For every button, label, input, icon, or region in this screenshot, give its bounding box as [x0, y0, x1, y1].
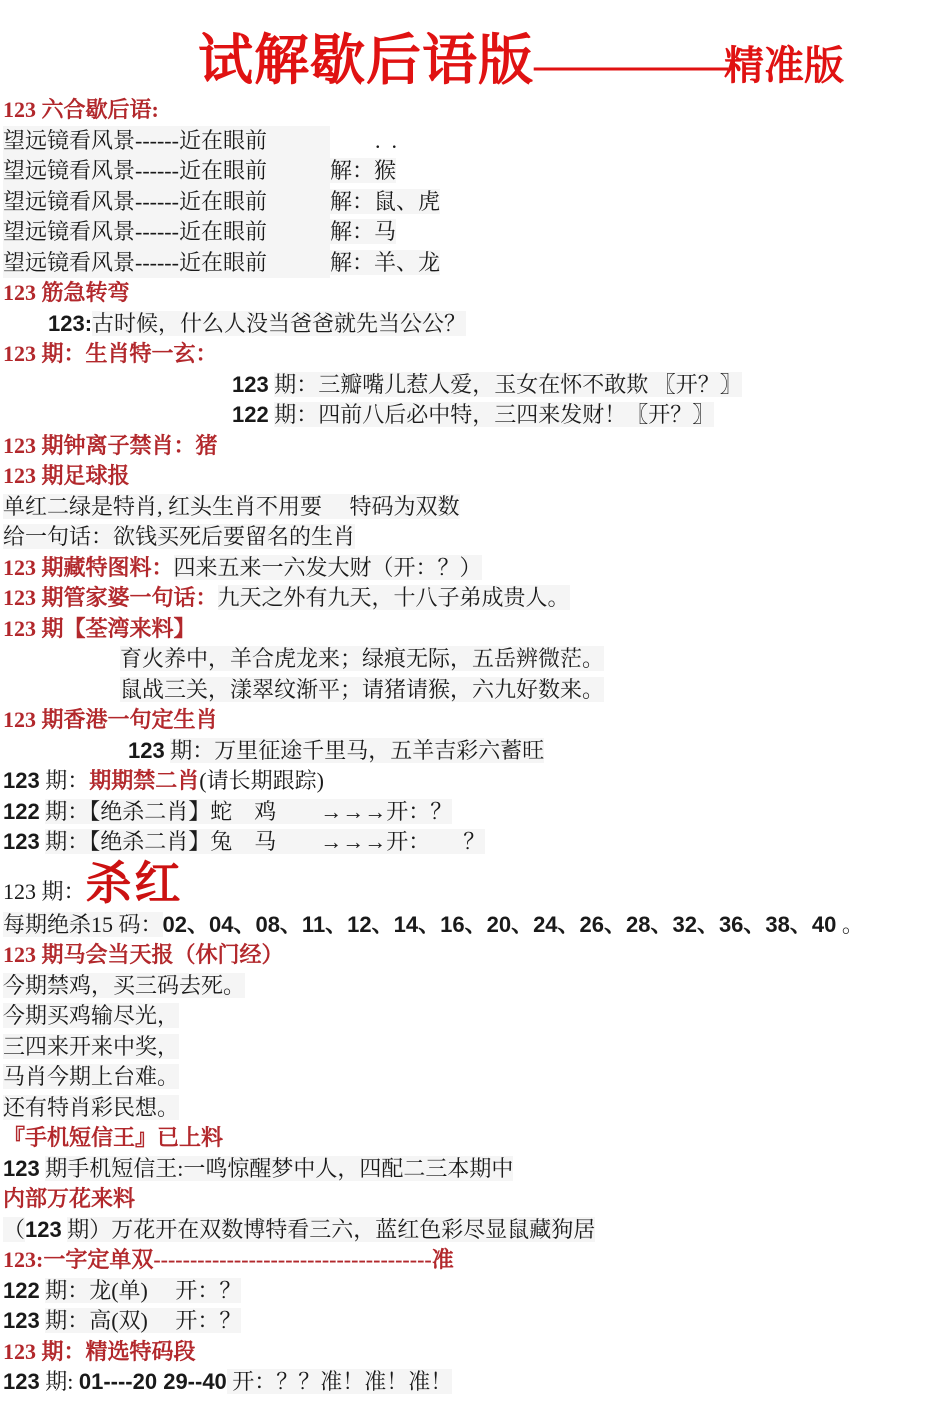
zuqiubao-line: 单红二绿是特肖, 红头生肖不用要 特码为双数 [3, 493, 460, 519]
title-main: 试解歇后语版 [198, 30, 535, 91]
heading-jingxuan-tema-duan: 123 期：精选特码段 [3, 1338, 196, 1364]
riddle-row: 望远镜看风景------近在眼前 . . [0, 126, 950, 157]
heading-zuqiubao: 123 期足球报 [3, 463, 130, 488]
danshuang-row: 122 期：龙(单) 开：？ [3, 1277, 242, 1303]
cangte-tuliao-line: 123 期藏特图料：四来五来一六发大财（开：？） [3, 554, 482, 580]
heading-liuhe-xiehouyu: 123 六合歇后语: [3, 97, 159, 122]
heading-shengxiao-teyixuan: 123 期：生肖特一玄： [3, 341, 218, 366]
guanjiapo-line: 123 期管家婆一句话：九天之外有九天，十八子弟成贵人。 [3, 585, 570, 610]
heading-sms-king: 『手机短信王』已上料 [3, 1125, 224, 1150]
title-dash: ————— [534, 43, 725, 89]
heading-yizi-ding-danshuang: 123:一字定单双--------------------------------------准 [3, 1247, 454, 1272]
quanwan-line: 鼠战三关，漾翠纹渐平；请猪请猴，六九好数来。 [120, 676, 605, 702]
heading-quanwan-lailiao: 123 期【荃湾来料】 [3, 615, 196, 641]
riddle-row: 望远镜看风景------近在眼前 解：羊、龙 [0, 248, 950, 279]
mahui-line: 还有特肖彩民想。 [3, 1094, 180, 1120]
zuqiubao-line: 给一句话：欲钱买死后要留名的生肖 [3, 524, 356, 549]
brain-teaser-line: 123:古时候，什么人没当爸爸就先当公公？ [48, 310, 467, 336]
mahui-line: 三四来开来中奖， [3, 1033, 180, 1059]
danshuang-row: 123 期：高(双) 开：？ [3, 1308, 242, 1333]
riddle-row: 望远镜看风景------近在眼前 解：猴 [0, 156, 950, 187]
heading-zhonglizi-jinxiao: 123 期钟离子禁肖：猪 [3, 432, 218, 458]
juesha-erxiao-row: 123 期：【绝杀二肖】兔 马 →→→开： ？ [3, 829, 486, 854]
tema-duan-row: 123 期: 01----20 29--40 开：？？准！准！准！ [3, 1369, 453, 1394]
teyixuan-row: 123 期：三瓣嘴儿惹人爱，玉女在怀不敢欺 〖开？〗 [232, 371, 742, 397]
heading-brain-teaser: 123 筋急转弯 [3, 280, 130, 305]
heading-hk-yiju-shengxiao: 123 期香港一句定生肖 [3, 707, 218, 732]
mahui-line: 今期禁鸡，买三码去死。 [3, 972, 246, 998]
teyixuan-row: 122 期：四前八后必中特，三四来发财！〖开？〗 [232, 402, 715, 427]
riddle-row: 望远镜看风景------近在眼前 解：马 [0, 217, 950, 248]
heading-mahui-dangtianbao: 123 期马会当天报（休门经） [3, 942, 284, 967]
shahong-kill-line: 每期绝杀15 码：02、04、08、11、12、14、16、20、24、26、28、32、36、38、40 。 [3, 911, 864, 937]
juesha-erxiao-row: 122 期：【绝杀二肖】蛇 鸡 →→→开：？ [3, 798, 453, 824]
wanhua-row: （123 期）万花开在双数博特看三六，蓝红色彩尽显鼠藏狗居 [3, 1216, 596, 1242]
sms-king-row: 123 期手机短信王:一鸣惊醒梦中人，四配二三本期中 [3, 1155, 514, 1181]
hk-yiju-row: 123 期：万里征途千里马，五羊吉彩六蓄旺 [128, 737, 545, 763]
heading-neibu-wanhua: 内部万花来料 [3, 1186, 136, 1211]
mahui-line: 马肖今期上台难。 [3, 1064, 180, 1089]
title-suffix: 精准版 [724, 43, 845, 88]
heading-jin-erxiao: 123 期：期期禁二肖(请长期跟踪) [3, 768, 324, 793]
page-title [0, 0, 950, 95]
mahui-line: 今期买鸡输尽光， [3, 1003, 180, 1028]
heading-shahong: 123 期：杀红 [3, 857, 184, 909]
riddle-row: 望远镜看风景------近在眼前 解：鼠、虎 [0, 187, 950, 218]
quanwan-line: 育火养中，羊合虎龙来；绿痕无际，五岳辨微茫。 [120, 646, 605, 671]
